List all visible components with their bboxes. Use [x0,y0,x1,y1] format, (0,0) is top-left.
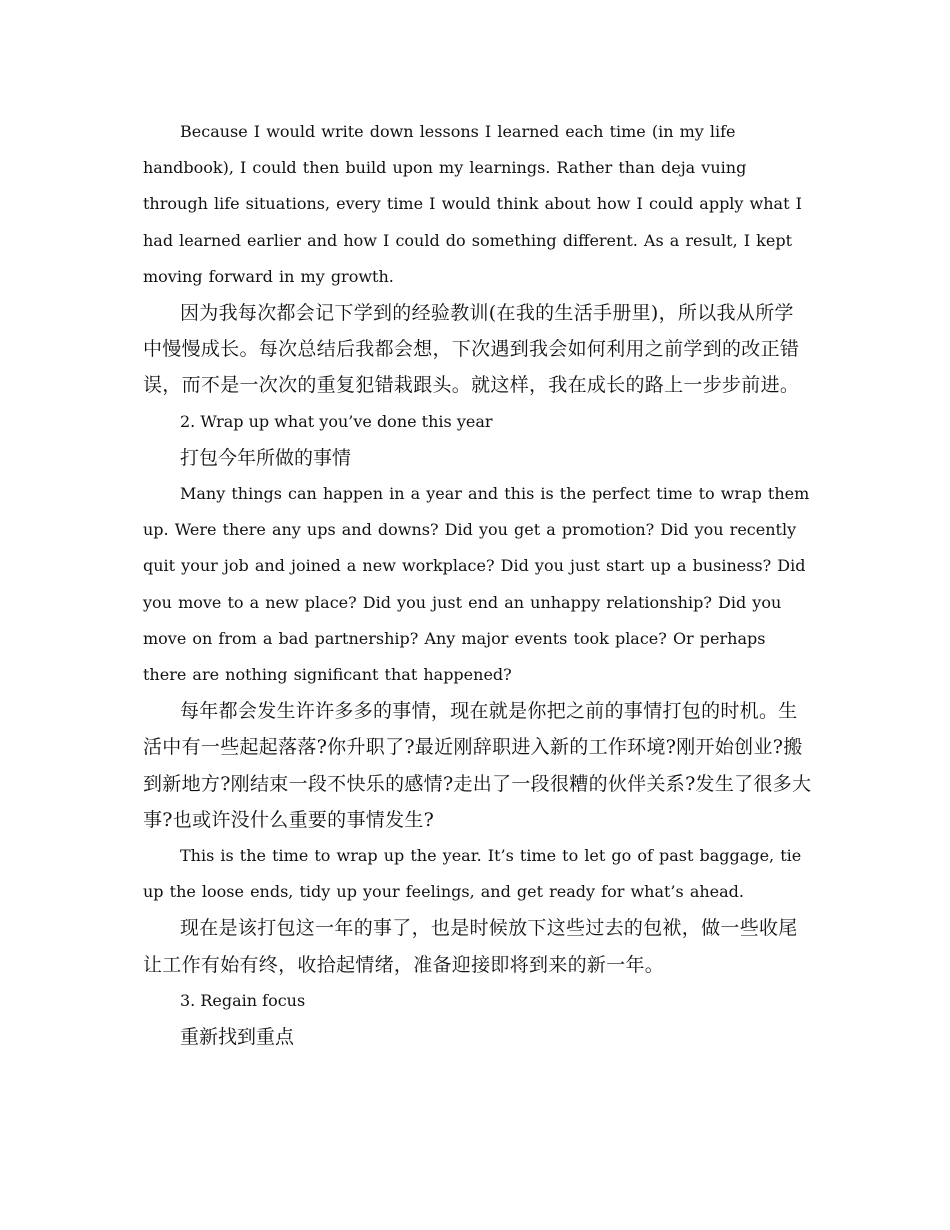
section-heading-chinese: 重新找到重点 [180,1026,295,1049]
section-heading-chinese: 打包今年所做的事情 [180,446,352,469]
section-heading-english: 3. Regain focus [180,990,306,1010]
section-heading-english: 2. Wrap up what you’ve done this year [180,411,493,431]
paragraph-chinese: 每年都会发生许许多多的事情，现在就是你把之前的事情打包的时机。生活中有一些起起落落?你升职了?最近刚辞职进入新的工作环境?刚开始创业?搬到新地方?刚结束一段不快乐的感情?走出了一段很糟的伙伴关系?发生了很多大事?也或许没什么重要的事情发生? [143,700,812,831]
paragraph-english: Because I would write down lessons I learned each time (in my life handbook), I could then build upon my learnings. Rather than deja vuing through life situations, every time I would think about how I could apply what I had learned earlier and how I could do something different. As a result, I kept moving forward in my growth. [143,122,802,286]
paragraph-chinese: 现在是该打包这一年的事了，也是时候放下这些过去的包袱，做一些收尾让工作有始有终，收拾起情绪，准备迎接即将到来的新一年。 [143,917,798,976]
paragraph-english: This is the time to wrap up the year. It’s time to let go of past baggage, tie up the loose ends, tidy up your feelings, and get ready for what’s ahead. [143,846,802,902]
paragraph-chinese: 因为我每次都会记下学到的经验教训(在我的生活手册里)，所以我从所学中慢慢成长。每次总结后我都会想，下次遇到我会如何利用之前学到的改正错误，而不是一次次的重复犯错栽跟头。就这样，我在成长的路上一步步前进。 [143,302,800,397]
paragraph-english: Many things can happen in a year and this is the perfect time to wrap them up. Were there any ups and downs? Did you get a promotion? Did you recently quit your job and joined a new workplace? Did you just start up a business? Did you move to a new place? Did you just end an unhappy relationship? Did you move on from a bad partnership? Any major events took place? Or perhaps there are nothing significant that happened? [143,484,810,685]
document-body [143,114,813,1055]
